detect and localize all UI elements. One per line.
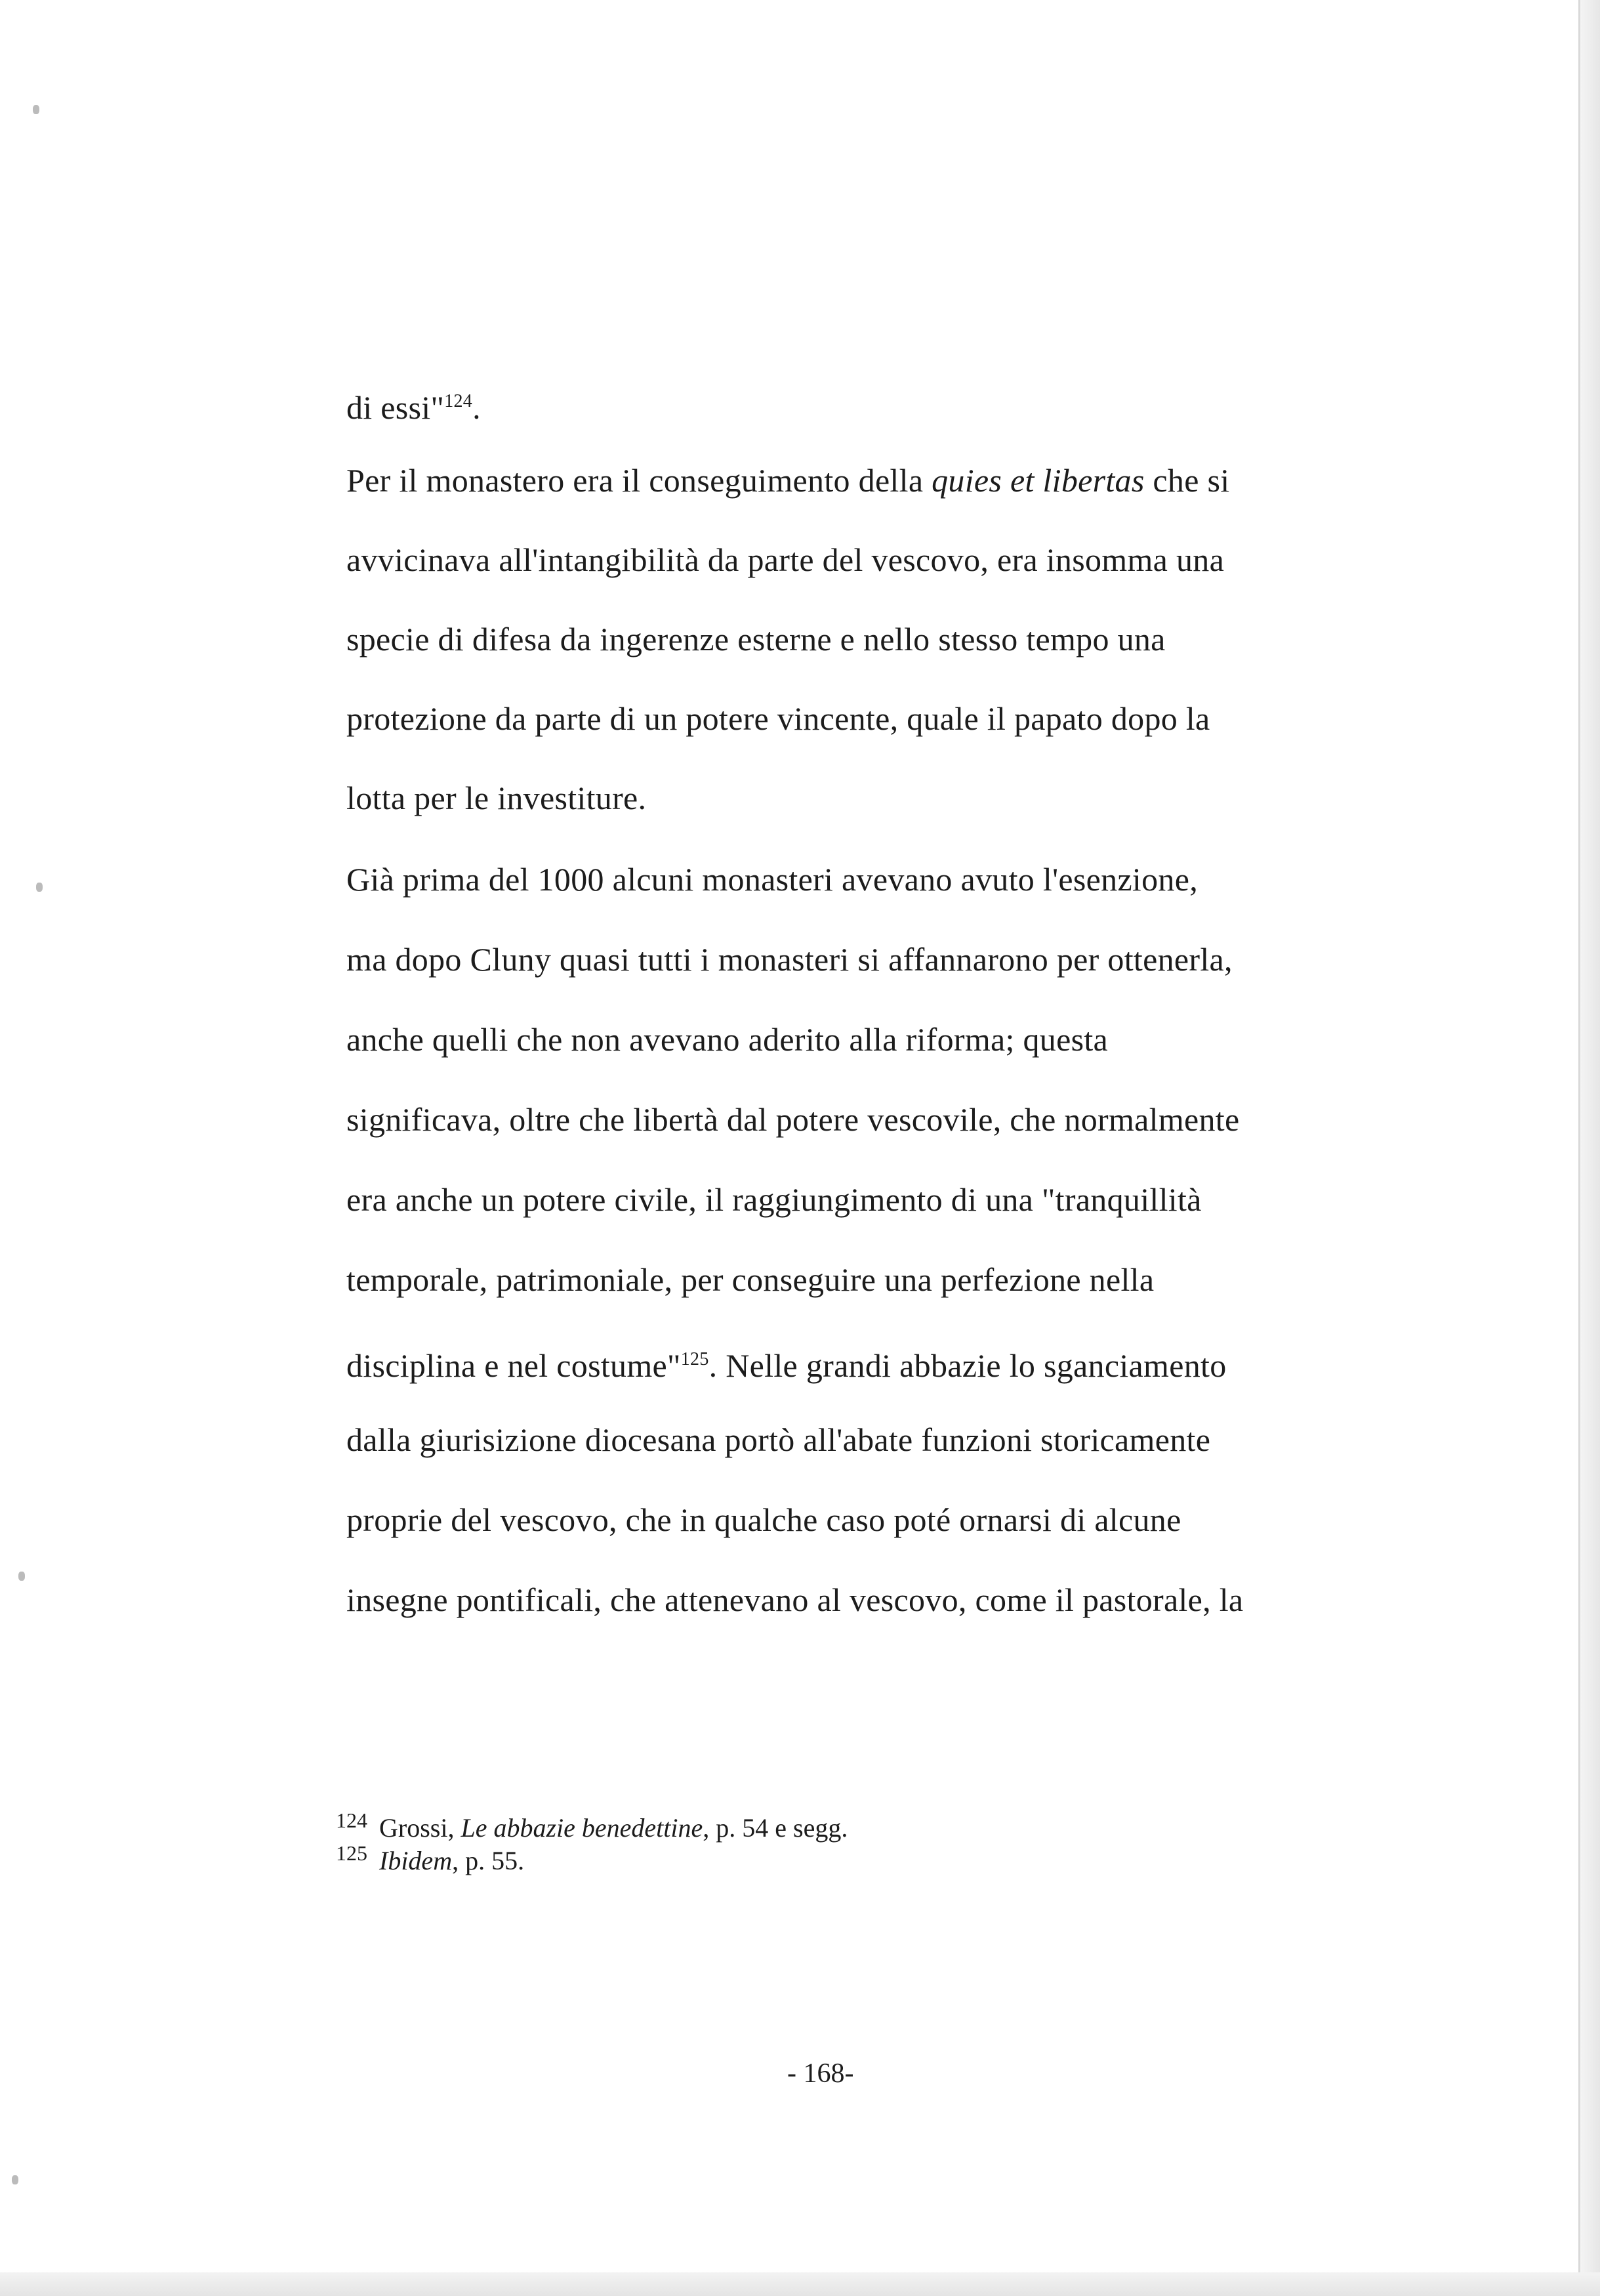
footnote-ref[interactable]: 125: [680, 1349, 709, 1369]
scan-speck: [36, 883, 43, 892]
text-line: proprie del vescovo, che in qualche caso poté ornarsi di alcune: [346, 1501, 1181, 1538]
text-line: Già prima del 1000 alcuni monasteri avevano avuto l'esenzione,: [346, 861, 1199, 898]
text-line: ma dopo Cluny quasi tutti i monasteri si affannarono per ottenerla,: [346, 941, 1233, 978]
text-line: di essi"$^{124}$.: [346, 389, 481, 426]
text-line: significava, oltre che libertà dal potere vescovile, che normalmente: [346, 1101, 1240, 1138]
text-line: protezione da parte di un potere vincente, quale il papato dopo la: [346, 700, 1210, 737]
text-line: anche quelli che non avevano aderito alla riforma; questa: [346, 1021, 1109, 1058]
text-line: lotta per le investiture.: [346, 780, 647, 816]
scan-speck: [18, 1572, 25, 1581]
text-line: disciplina e nel costume"$^{125}$. Nelle grandi abbazie lo sganciamento: [346, 1347, 1227, 1384]
footnote: $^{125}$ Ibidem, p. 55.: [336, 1841, 525, 1875]
footnote-number: 124: [336, 1808, 367, 1832]
text-line: temporale, patrimoniale, per conseguire una perfezione nella: [346, 1261, 1155, 1298]
text-line: Per il monastero era il conseguimento della quies et libertas che si: [346, 462, 1230, 499]
scan-speck: [33, 105, 39, 114]
text-line: insegne pontificali, che attenevano al vescovo, come il pastorale, la: [346, 1581, 1244, 1618]
page-edge-right: [1578, 0, 1600, 2296]
footnote: $^{124}$ Grossi, Le abbazie benedettine, p. 54 e segg.: [336, 1808, 848, 1843]
text-line: avvicinava all'intangibilità da parte del vescovo, era insomma una: [346, 541, 1225, 578]
text-line: specie di difesa da ingerenze esterne e nello stesso tempo una: [346, 621, 1166, 657]
scan-speck: [12, 2175, 18, 2184]
page-number: - 168-: [787, 2058, 854, 2089]
text-line: era anche un potere civile, il raggiungimento di una "tranquillità: [346, 1181, 1202, 1218]
page-edge-bottom: [0, 2272, 1600, 2296]
footnote-number: 125: [336, 1841, 367, 1865]
text-line: dalla giurisizione diocesana portò all'abate funzioni storicamente: [346, 1421, 1211, 1458]
footnote-ref[interactable]: 124: [444, 391, 473, 411]
